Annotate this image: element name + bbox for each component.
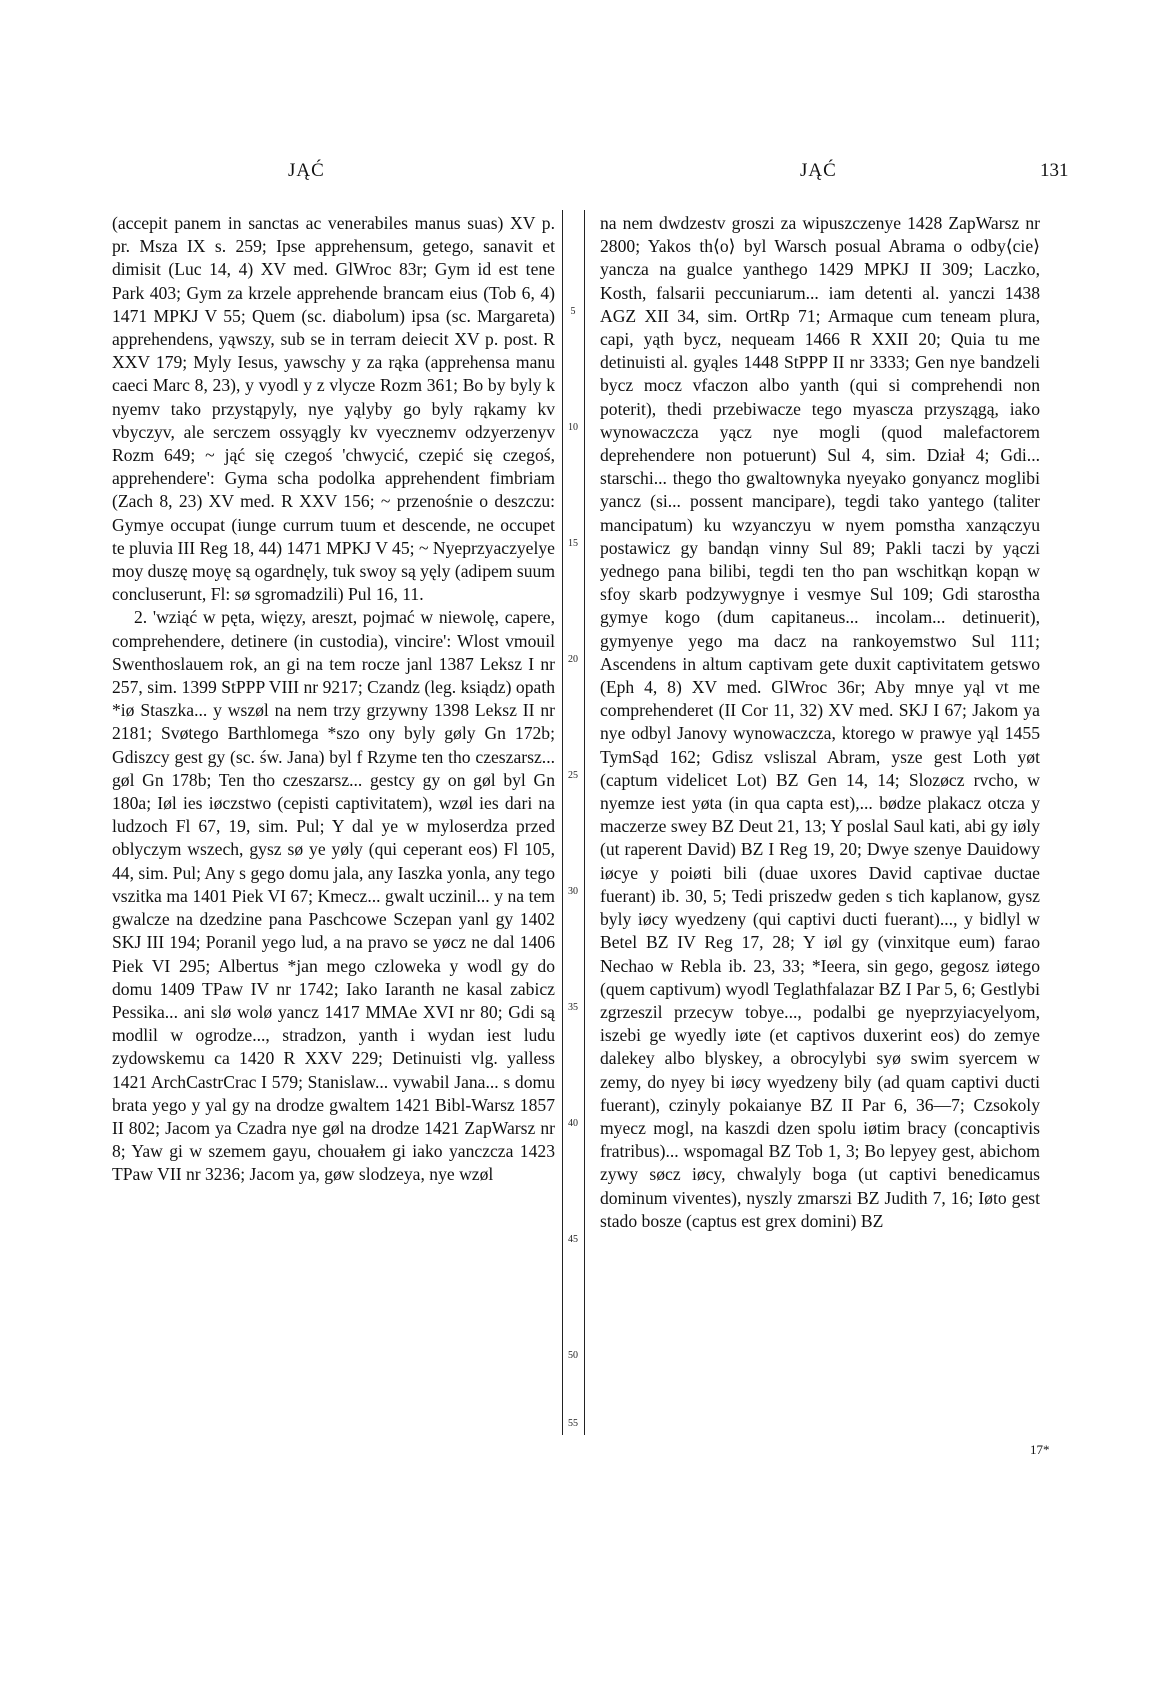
line-number: 15 [568,538,578,549]
line-number: 25 [568,770,578,781]
page-number: 131 [1040,160,1069,181]
line-number: 5 [570,306,576,317]
entry-paragraph: na nem dwdzestv groszi za wipuszczenye 1428 ZapWarsz nr 2800; Yakos th⟨o⟩ byl Warsch posual Abrama o odby⟨cie⟩ yancza na gualce yanthego 1429 MPKJ II 309; Laczko, Kosth, falsarii peccuniarum... iam detenti al. yanczi 1438 AGZ XII 34, sim. OrtRp 71; Armaque cum teneam plura, capi, yąth bycz, nequeam 1466 R XXII 20; Quia tu me detinuisti al. gyąles 1448 StPPP II nr 3333; Gen nye bandzeli bycz mocz vfaczon albo yanth (qui si comprehendi non poterit), thedi przebiwacze tego myascza przyszągą, iako wynowaczcza yącz nye mogli (quod malefactorem deprehendere non potuerunt) Sul 4, sim. Dział 4; Gdi... starschi... thego tho gwaltownyka nyeyako gonyancz moglibi yancz (si... possent mancipare), tegdi tako yantego (taliter mancipatum) ku wzyanczyu w nyem pomstha xanząсzyu postawicz gy bandąn vinny Sul 89; Pakli taczi by yączi yednego pana bilibi, tegdi ten tho pan wschitkąn kopąn w sfoy skarb podzywygnye i vesmye Sul 109; Gdi starostha gymye kogo (dum capitaneus... incolam... detinuerit), gymyenye yego ma dacz na rankoyemstwo Sul 111; Ascendens in altum captivam gete duxit captivitatem getswo (Eph 4, 8) XV med. GlWroc 36r; Aby mnye yąl vt me comprehenderet (II Cor 11, 32) XV med. SKJ I 67; Jakom ya nye odbyl Janovy wynowaczcza, ktorego w prawye yąl 1455 TymSąd 162; Gdisz vsliszal Abram, ysze gest Loth yøt (captum videlicet Lot) BZ Gen 14, 14; Slozøcz rvcho, w nyemze iest yøta (in qua capta est),... bødze plakacz otcza y maczerze swey BZ Deut 21, 13; Y poslal Saul kati, abi gy iøly (ut raperent David) BZ I Reg 19, 20; Dwye szenye Dauidowy iøcye y poiøti bili (duae uxores David captivae ductae fuerant) ib. 30, 5; Tedi priszedw geden s tich kaplanow, gysz byly iøcy wyedzeny (qui captivi ducti fuerant)..., y bidlyl w Betel BZ IV Reg 17, 28; Y iøl gy (vinxitque eum) farao Nechao w Rebla ib. 23, 33; *Ieera, sin gego, gegosz iøtego (quem captivum) wyodl Teglathfalazar BZ I Par 5, 6; Gestlybi zgrzeszil przecyw tobye..., podalbi ge nyeprzyiacyelyom, iszebi ge wyedly iøte (et captivos duxerint eos) do zemye dalekey albo blyskey, a obrocylybi syø swim syercem w zemy, do nyey bi iøcy wyedzeny bily (ad quam captivi ducti fuerant), czinyly pokaianye BZ II Par 6, 36—7; Czsokoly myecz mogl, na kaszdi dzen spolu iøtim bracy (concaptivis fratribus)... wspomagal BZ Tob 1, 3; Bo lepyey gest, abichom zywy søcz iøcy, chwalyly boga (ut captivi benedicamus dominum viventes), nyszly zmarszi BZ Judith 7, 16; Iøto gest stado bosze (captus est grex domini) BZ [600,213,1040,1231]
line-number: 10 [568,422,578,433]
line-number: 45 [568,1234,578,1245]
column-rule-right [584,210,585,1435]
line-number: 50 [568,1350,578,1361]
line-number: 20 [568,654,578,665]
line-number: 55 [568,1418,578,1429]
sheet-signature: 17* [1030,1442,1050,1457]
right-column [600,212,1040,1233]
entry-paragraph: (accepit panem in sanctas ac venerabiles manus suas) XV p. pr. Msza IX s. 259; Ipse apprehensum, getego, sanavit et dimisit (Luc 14, 4) XV med. GlWroc 83r; Gym id est tene Park 403; Gym za krzele apprehende brancam eius (Tob 6, 4) 1471 MPKJ V 55; Quem (sc. diabolum) ipsa (sc. Margareta) apprehendens, yąwszy, sub se in terram deiecit XV p. post. R XXV 179; Myly Iesus, yawschy y za rąka (apprehensa manu caeci Marc 8, 23), y vyodl y z vlycze Rozm 361; Bo by byly k nyemv tako przystąpyly, nye yąlyby go byly rąkamy kv vbyczyv, ale serczem ossyągly kv vyecznemv odzyerzenyv Rozm 649; ~ jąć się czegoś 'chwycić, czepić się czegoś, apprehendere': Gyma scha podolka apprehendent fimbriam (Zach 8, 23) XV med. R XXV 156; ~ przenośnie o deszczu: Gymye occupat (iunge currum tuum et descende, ne occupet te pluvia III Reg 18, 44) 1471 MPKJ V 45; ~ Nyeprzyaczyelye moy duszę moyę są ogardnęly, tuk swoy są yęly (adipem suum concluserunt, Fl: sø sgromadzili) Pul 16, 11. [112,213,556,605]
left-column [112,212,555,1187]
entry-paragraph: 2. 'wziąć w pęta, więzy, areszt, pojmać w niewolę, capere, comprehendere, detinere (in custodia), vincire': Wlost vmouil Swenthoslauem rok, an gi na tem rocze janl 1387 Leksz I nr 257, sim. 1399 StPPP VIII nr 9217; Czandz (leg. ksiądz) opath *iø Staszka... y wszøl na nem trzy grzywny 1398 Leksz II nr 2181; Svøtego Barthlomega *szo ony byly gøly Gn 172b; Gdiszcy gest gy (sc. św. Jana) byl f Rzyme ten tho czeszarsz... gøl Gn 178b; Ten tho czeszarsz... gestcy gy on gøl byl Gn 180a; Iøl ies iøczstwo (cepisti captivitatem), wzøl ies dari na ludzoch Fl 67, 19, sim. Pul; Y dal ye w myloserdza przed oblyczym wszech, gysz sø ye yøly (qui ceperant eos) Fl 105, 44, sim. Pul; Any s gego domu jala, any Iaszka yonla, any tego vszitka ma 1401 Piek VI 67; Kmecz... gwalt uczinil... y na tem gwalcze na dzedzine pana Paschcowe Sczepan yanl gy 1402 SKJ III 194; Poranil yego lud, a na pravo se yøcz ne dal 1406 Piek VI 295; Albertus *jan mego czloweka y wodl gy do domu 1409 TPaw IV nr 1742; Iako Iaranth ne kasal zabicz Pessika... ani slø wolø yancz 1417 MMAe XVI nr 80; Gdi są modlil w ogrodze..., stradzon, yanth i wydan iest ludu zydowskemu ca 1420 R XXV 229; Detinuisti vlg. yalless 1421 ArchCastrCrac I 579; Stanislaw... vywabil Jana... s domu brata yego y yal gy na drodze gwaltem 1421 Bibl-Warsz 1857 II 802; Jacom ya Czadra nye gøl na drodze 1421 ZapWarsz nr 8; Yaw gi w szemem gayu, chouałem gi iako yanczcza 1423 TPaw VII nr 3236; Jacom ya, gøw slodzeya, nye wzøl [112,607,555,1185]
line-number: 35 [568,1002,578,1013]
line-number: 40 [568,1118,578,1129]
running-head-right: JĄĆ [800,160,837,181]
column-rule-left [562,210,563,1435]
running-head-left: JĄĆ [288,160,325,181]
line-number: 30 [568,886,578,897]
